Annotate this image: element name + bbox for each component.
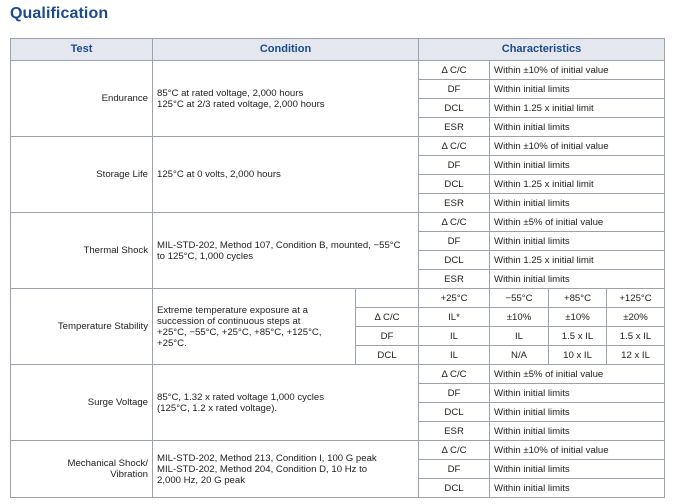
value-cell: IL [490, 327, 549, 346]
characteristic-cell: Within initial limits [490, 270, 665, 289]
characteristic-cell: Within initial limits [490, 118, 665, 137]
param-cell: ESR [419, 118, 490, 137]
header-test: Test [11, 39, 153, 61]
header-condition: Condition [153, 39, 419, 61]
table-row [11, 61, 665, 80]
test-thermal-shock: Thermal Shock [11, 213, 153, 289]
value-cell: IL [419, 327, 490, 346]
table-row [11, 289, 665, 308]
param-cell: Δ C/C [419, 61, 490, 80]
test-endurance: Endurance [11, 61, 153, 137]
param-cell: ESR [419, 270, 490, 289]
value-cell: 12 x IL [607, 346, 665, 365]
param-cell: DF [419, 384, 490, 403]
param-cell: Δ C/C [356, 308, 419, 327]
test-storage-life: Storage Life [11, 137, 153, 213]
param-cell: DCL [419, 99, 490, 118]
value-cell: ±10% [490, 308, 549, 327]
characteristic-cell: Within initial limits [490, 80, 665, 99]
table-row [11, 441, 665, 460]
characteristic-cell: Within initial limits [490, 479, 665, 498]
characteristic-cell: Within ±10% of initial value [490, 61, 665, 80]
characteristic-cell: Within 1.25 x initial limit [490, 175, 665, 194]
characteristic-cell: Within initial limits [490, 194, 665, 213]
condition-mechanical-shock-vibration: MIL-STD-202, Method 213, Condition I, 100 G peak MIL-STD-202, Method 204, Condition D, 10 Hz to 2,000 Hz, 20 G peak [153, 441, 419, 498]
test-surge-voltage: Surge Voltage [11, 365, 153, 441]
characteristic-cell: Within initial limits [490, 156, 665, 175]
value-cell: IL [419, 346, 490, 365]
qualification-table [10, 38, 665, 498]
value-cell: ±10% [549, 308, 607, 327]
header-row [11, 39, 665, 61]
characteristic-cell: Within ±10% of initial value [490, 441, 665, 460]
param-cell: DF [419, 156, 490, 175]
characteristic-cell: Within initial limits [490, 460, 665, 479]
characteristic-cell: Within ±5% of initial value [490, 365, 665, 384]
condition-temperature-stability: Extreme temperature exposure at a succession of continuous steps at +25°C, −55°C, +25°C, +85°C, +125°C, +25°C. [153, 289, 356, 365]
param-cell: ESR [419, 422, 490, 441]
characteristic-cell: Within ±10% of initial value [490, 137, 665, 156]
characteristic-cell: Within 1.25 x initial limit [490, 99, 665, 118]
test-mechanical-shock-vibration: Mechanical Shock/ Vibration [11, 441, 153, 498]
header-characteristics: Characteristics [419, 39, 665, 61]
page-title: Qualification [10, 5, 109, 22]
characteristic-cell: Within initial limits [490, 232, 665, 251]
param-cell: DCL [419, 175, 490, 194]
table-row [11, 213, 665, 232]
param-cell: DCL [419, 403, 490, 422]
condition-thermal-shock: MIL-STD-202, Method 107, Condition B, mounted, −55°C to 125°C, 1,000 cycles [153, 213, 419, 289]
value-cell: 10 x IL [549, 346, 607, 365]
value-cell: 1.5 x IL [549, 327, 607, 346]
temp-header: −55°C [490, 289, 549, 308]
temp-header: +85°C [549, 289, 607, 308]
condition-endurance: 85°C at rated voltage, 2,000 hours 125°C at 2/3 rated voltage, 2,000 hours [153, 61, 419, 137]
condition-surge-voltage: 85°C, 1.32 x rated voltage 1,000 cycles (125°C, 1.2 x rated voltage). [153, 365, 419, 441]
param-cell: DCL [419, 251, 490, 270]
param-cell: Δ C/C [419, 213, 490, 232]
characteristic-cell: Within initial limits [490, 422, 665, 441]
table-row [11, 137, 665, 156]
value-cell: ±20% [607, 308, 665, 327]
test-temperature-stability: Temperature Stability [11, 289, 153, 365]
param-cell: DF [419, 232, 490, 251]
param-cell: Δ C/C [419, 137, 490, 156]
param-cell: ESR [419, 194, 490, 213]
param-cell: DF [356, 327, 419, 346]
value-cell: IL* [419, 308, 490, 327]
temp-header: +25°C [419, 289, 490, 308]
characteristic-cell: Within initial limits [490, 403, 665, 422]
characteristic-cell: Within 1.25 x initial limit [490, 251, 665, 270]
value-cell: 1.5 x IL [607, 327, 665, 346]
characteristic-cell: Within initial limits [490, 384, 665, 403]
param-cell: Δ C/C [419, 441, 490, 460]
condition-storage-life: 125°C at 0 volts, 2,000 hours [153, 137, 419, 213]
param-cell: DF [419, 460, 490, 479]
temp-header: +125°C [607, 289, 665, 308]
param-cell-empty [356, 289, 419, 308]
param-cell: DF [419, 80, 490, 99]
param-cell: DCL [419, 479, 490, 498]
param-cell: Δ C/C [419, 365, 490, 384]
param-cell: DCL [356, 346, 419, 365]
value-cell: N/A [490, 346, 549, 365]
table-row [11, 365, 665, 384]
characteristic-cell: Within ±5% of initial value [490, 213, 665, 232]
